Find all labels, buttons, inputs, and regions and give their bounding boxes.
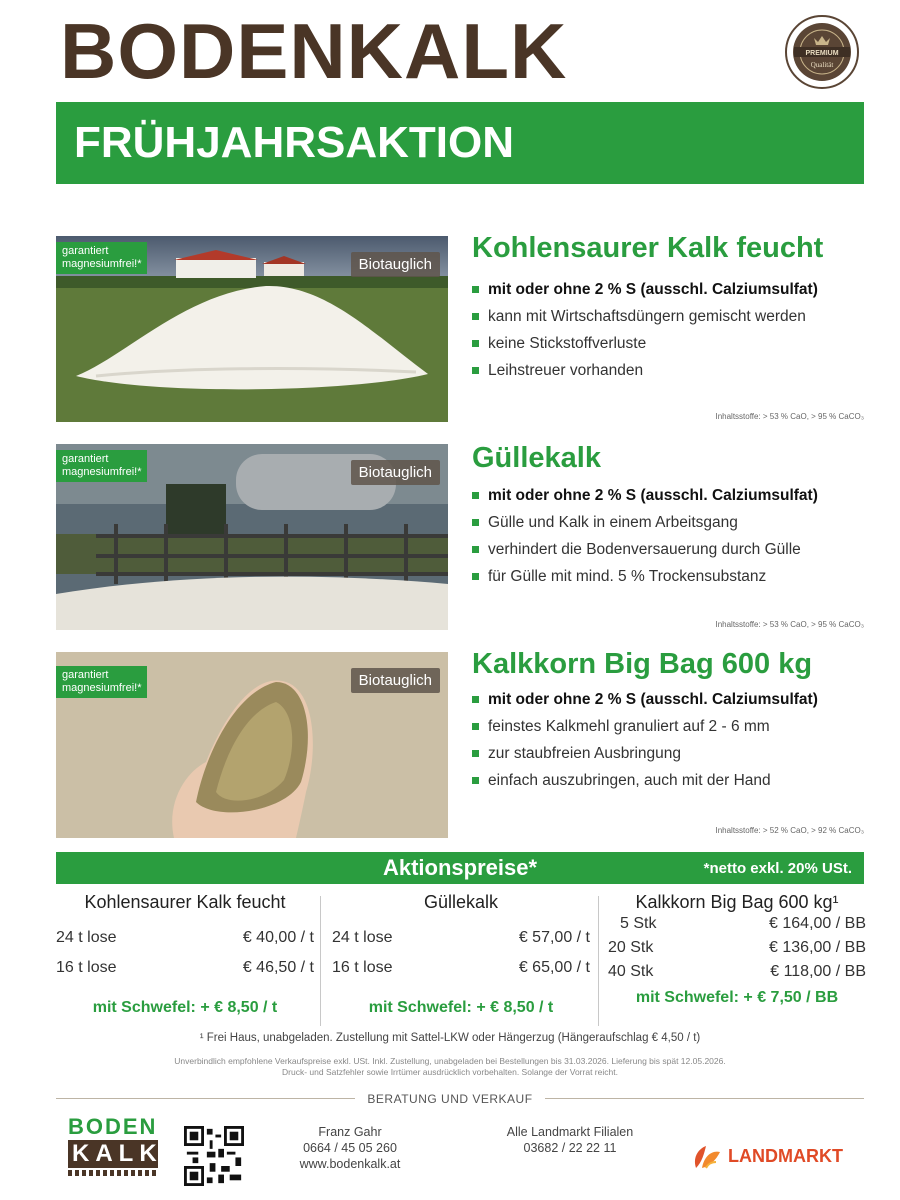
price-bar-title: Aktionspreise* [382,855,538,880]
biotauglich-tag: Biotauglich [351,460,440,485]
product-title: Kohlensaurer Kalk feucht [472,232,824,264]
qr-code-icon[interactable] [184,1126,244,1186]
banner-text: FRÜHJAHRSAKTION [74,118,514,167]
list-item: kann mit Wirtschaftsdüngern gemischt werden [472,303,818,330]
price-row: 40 Stk € 118,00 / BB [608,963,866,980]
product-bullets [472,482,818,590]
column-divider [320,896,321,1026]
price-bar-note: *netto exkl. 20% USt. [703,860,852,877]
list-item: für Gülle mit mind. 5 % Trockensubstanz [472,563,818,590]
product-photo-lime-heap [56,236,448,422]
sulfur-surcharge: mit Schwefel: + € 8,50 / t [368,999,554,1016]
product-photo-granules [56,652,448,838]
contact-info [270,1124,430,1172]
magnesium-free-tag: garantiert magnesiumfrei!* [56,666,147,698]
list-item: mit oder ohne 2 % S (ausschl. Calziumsulfat) [472,276,818,303]
badge-top-text: PREMIUM [805,50,839,57]
price-column-title: Kohlensaurer Kalk feucht [84,892,286,912]
sulfur-surcharge: mit Schwefel: + € 8,50 / t [92,999,278,1016]
product-bullets [472,686,818,794]
list-item: mit oder ohne 2 % S (ausschl. Calziumsulfat) [472,482,818,509]
price-row: 5 Stk € 164,00 / BB [620,915,866,932]
bodenkalk-logo: BODEN KALK [68,1116,158,1176]
price-column [56,892,314,1017]
sulfur-surcharge: mit Schwefel: + € 7,50 / BB [635,989,839,1006]
contact-name: Franz Gahr [318,1125,382,1139]
price-row: 16 t lose € 46,50 / t [56,959,314,976]
ingredients-note: Inhaltsstoffe: > 53 % CaO, > 95 % CaCO₃ [715,412,864,421]
biotauglich-tag: Biotauglich [351,252,440,277]
landmarkt-phone[interactable]: 03682 / 22 22 11 [523,1141,617,1155]
biotauglich-tag: Biotauglich [351,668,440,693]
product-title: Güllekalk [472,442,601,474]
price-row: 24 t lose € 40,00 / t [56,929,314,946]
list-item: zur staubfreien Ausbringung [472,740,818,767]
footer-section-title: BERATUNG UND VERKAUF [0,1092,900,1106]
contact-website[interactable]: www.bodenkalk.at [299,1157,401,1171]
disclaimer: Unverbindlich empfohlene Verkaufspreise exkl. USt. Inkl. Zustellung, unabgeladen bei Bestellungen bis 31.03.2026. Lieferung bis spät 12.05.2026. Druck- und Satzfehler sowie Irrtümer ausdrücklich vorbehalten. Solange der Vorrat reicht. [174,1056,726,1077]
price-column-title: Kalkkorn Big Bag 600 kg¹ [635,892,839,912]
landmarkt-branches: Alle Landmarkt Filialen [506,1125,634,1139]
price-bar [56,852,864,884]
leaf-icon [692,1142,722,1170]
promo-banner [56,102,864,184]
premium-badge [784,14,860,90]
list-item: mit oder ohne 2 % S (ausschl. Calziumsulfat) [472,686,818,713]
list-item: einfach auszubringen, auch mit der Hand [472,767,818,794]
contact-phone[interactable]: 0664 / 45 05 260 [303,1141,397,1155]
badge-bottom-text: Qualität [810,61,834,69]
product-photo-slurry-pit [56,444,448,630]
list-item: keine Stickstoffverluste [472,330,818,357]
ingredients-note: Inhaltsstoffe: > 52 % CaO, > 92 % CaCO₃ [715,826,864,835]
price-row: 20 Stk € 136,00 / BB [608,939,866,956]
price-column [608,892,866,1007]
list-item: feinstes Kalkmehl granuliert auf 2 - 6 mm [472,713,818,740]
magnesium-free-tag: garantiert magnesiumfrei!* [56,450,147,482]
column-divider [598,896,599,1026]
product-title: Kalkkorn Big Bag 600 kg [472,648,813,680]
price-row: 16 t lose € 65,00 / t [332,959,590,976]
footnote: ¹ Frei Haus, unabgeladen. Zustellung mit Sattel-LKW oder Hängerzug (Hängeraufschlag € 4,50 / t) [199,1032,701,1044]
price-row: 24 t lose € 57,00 / t [332,929,590,946]
list-item: Gülle und Kalk in einem Arbeitsgang [472,509,818,536]
price-column-title: Güllekalk [423,892,499,912]
product-bullets [472,276,818,384]
magnesium-free-tag: garantiert magnesiumfrei!* [56,242,147,274]
ingredients-note: Inhaltsstoffe: > 53 % CaO, > 95 % CaCO₃ [715,620,864,629]
list-item: Leihstreuer vorhanden [472,357,818,384]
list-item: verhindert die Bodenversauerung durch Gülle [472,536,818,563]
page-title: BODENKALK [60,7,568,95]
price-column [332,892,590,1017]
landmarkt-info [490,1124,650,1156]
